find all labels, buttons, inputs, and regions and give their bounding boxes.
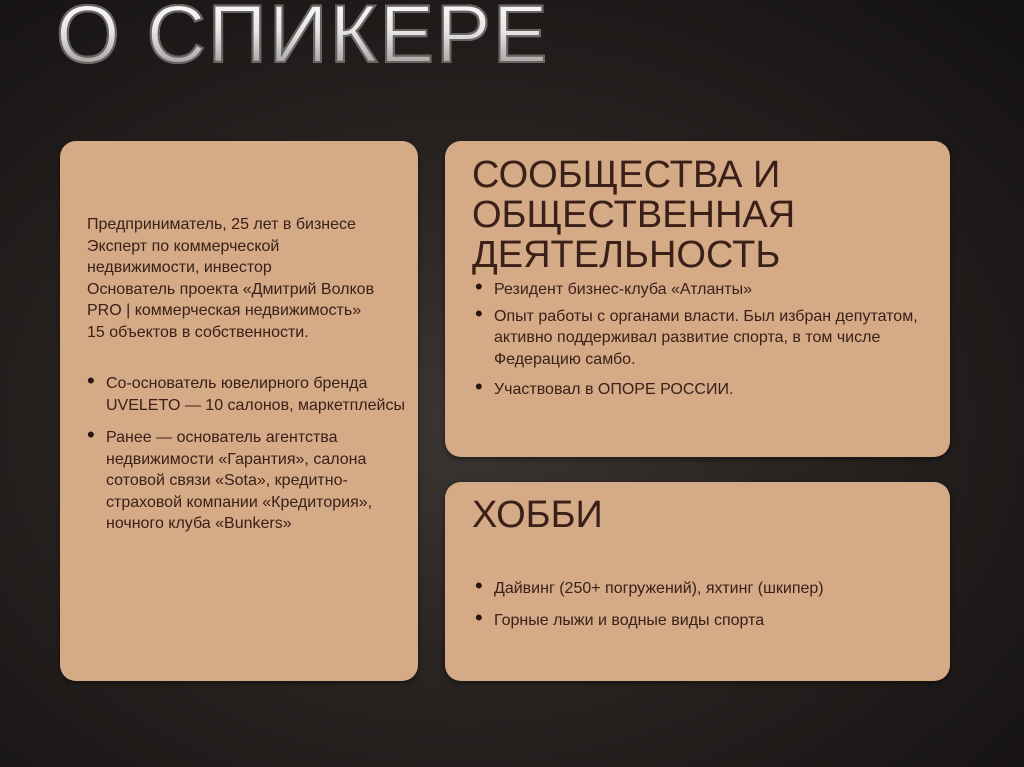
list-item-text: Резидент бизнес-клуба «Атланты»	[494, 281, 752, 298]
bullet-dot-icon: •	[475, 604, 483, 630]
bullet-dot-icon: •	[475, 374, 483, 399]
speaker-info-panel	[60, 141, 418, 681]
community-panel	[445, 141, 950, 457]
slide-title: О СПИКЕРЕ	[56, 0, 550, 76]
list-item-text: Ранее — основатель агентства недвижимости «Гарантия», салона сотовой связи «Sota», кредитно-страховой компании «Кредитория», ночного клуба «Bunkers»	[106, 429, 373, 532]
speaker-bullet-list	[87, 368, 407, 535]
list-item	[475, 573, 935, 600]
list-item-text: Участвовал в ОПОРЕ РОССИИ.	[494, 381, 734, 398]
list-item	[475, 374, 935, 401]
bullet-dot-icon: •	[87, 422, 95, 447]
community-bullet-list	[475, 274, 935, 401]
list-item	[87, 368, 407, 416]
hobby-bullet-list	[475, 573, 935, 631]
intro-line: Основатель проекта «Дмитрий Волков PRO | коммерческая недвижимость»	[87, 280, 375, 319]
intro-line: Предприниматель, 25 лет в бизнесе	[87, 216, 356, 233]
bullet-dot-icon: •	[475, 573, 483, 598]
intro-line: 15 объектов в собственности.	[87, 323, 309, 341]
list-item-text: Горные лыжи и водные виды спорта	[494, 611, 765, 629]
bullet-dot-icon: •	[475, 300, 483, 326]
hobby-panel	[445, 482, 950, 681]
bullet-dot-icon: •	[475, 274, 483, 299]
list-item-text: Дайвинг (250+ погружений), яхтинг (шкипер)	[494, 580, 824, 597]
list-item-text: Со-основатель ювелирного бренда UVELETO — 10 салонов, маркетплейсы	[106, 375, 405, 414]
hobby-heading: ХОББИ	[472, 494, 603, 536]
intro-line: Эксперт по коммерческой недвижимости, инвестор	[87, 237, 280, 276]
list-item	[87, 422, 407, 535]
speaker-intro	[87, 214, 387, 343]
community-heading: СООБЩЕСТВА И ОБЩЕСТВЕННАЯ ДЕЯТЕЛЬНОСТЬ	[472, 154, 796, 276]
list-item	[475, 274, 935, 301]
list-item	[475, 604, 935, 632]
list-item-text: Опыт работы с органами власти. Был избран депутатом, активно поддерживал развитие спорта, в том числе Федерацию самбо.	[494, 307, 918, 368]
list-item	[475, 300, 935, 371]
bullet-dot-icon: •	[87, 368, 95, 393]
